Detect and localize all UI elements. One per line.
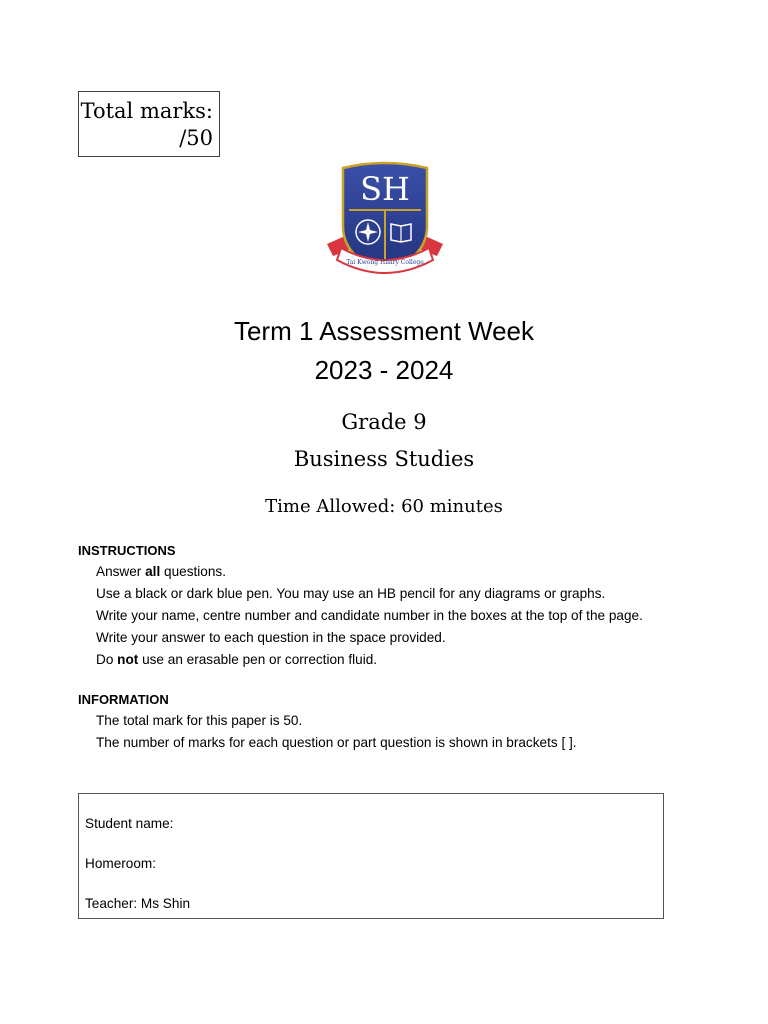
subject-label: Business Studies — [293, 447, 475, 471]
student-name-field[interactable]: Student name: — [85, 816, 174, 831]
instruction-item: Do not use an erasable pen or correction fluid. — [96, 652, 378, 667]
time-allowed: Time Allowed: 60 minutes — [265, 496, 503, 517]
instructions-list — [96, 561, 643, 671]
instructions-heading: INSTRUCTIONS — [78, 543, 176, 558]
homeroom-field[interactable]: Homeroom: — [85, 856, 157, 871]
exam-title: Term 1 Assessment Week — [233, 316, 535, 346]
school-crest-logo — [323, 160, 447, 290]
information-item: The number of marks for each question or part question is shown in brackets [ ]. — [96, 735, 577, 750]
exam-year: 2023 - 2024 — [314, 355, 454, 385]
grade-label: Grade 9 — [341, 410, 427, 434]
svg-text:Tai Kwong Hilary College: Tai Kwong Hilary College — [346, 259, 424, 266]
information-list — [96, 710, 577, 754]
instruction-item: Answer all questions. — [96, 564, 226, 579]
crest-letters: SH — [360, 170, 410, 208]
teacher-field: Teacher: Ms Shin — [85, 896, 191, 911]
instruction-item: Write your name, centre number and candidate number in the boxes at the top of the page. — [96, 608, 643, 623]
total-marks-value: /50 — [179, 126, 213, 150]
information-heading: INFORMATION — [78, 692, 169, 707]
information-item: The total mark for this paper is 50. — [96, 713, 303, 728]
student-details-box — [78, 793, 664, 919]
total-marks-box — [78, 91, 220, 157]
instruction-item: Use a black or dark blue pen. You may use an HB pencil for any diagrams or graphs. — [96, 586, 606, 601]
total-marks-label: Total marks: — [80, 99, 213, 123]
instruction-item: Write your answer to each question in the space provided. — [96, 630, 446, 645]
